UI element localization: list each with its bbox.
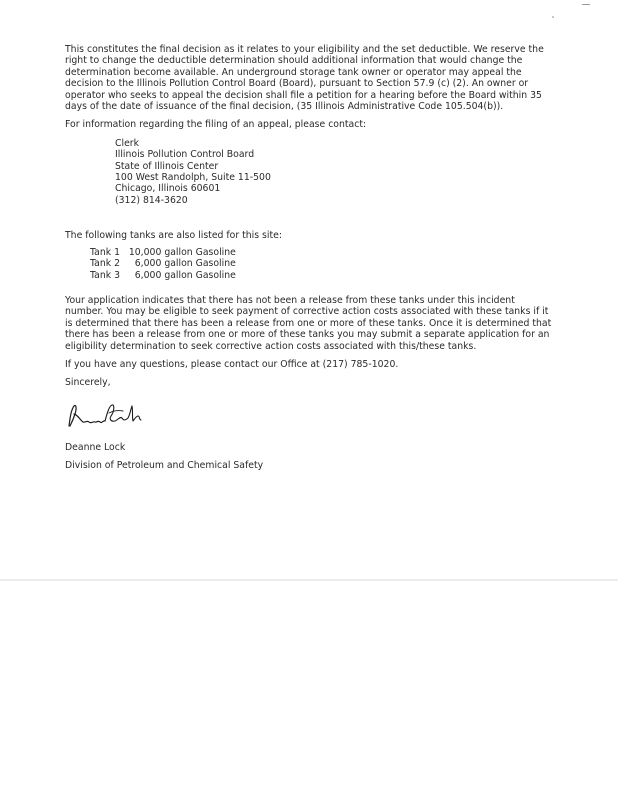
signer-name: Deanne Lock xyxy=(65,441,126,453)
letter-body xyxy=(65,44,555,479)
final-decision-paragraph: This constitutes the final decision as it relates to your eligibility and the set deductible. We reserve the right to change the deductible determination should additional information that would change the determination become available. An underground storage tank owner or operator may appeal the decision to the Illinois Pollution Control Board (Board), pursuant to Section 57.9 (c) (2). An owner or operator who seeks to appeal the decision shall file a petition for a hearing before the Board within 35 days of the date of issuance of the final decision, (35 Illinois Administrative Code 105.504(b)). xyxy=(65,44,544,113)
appeal-contact-intro: For information regarding the filing of an appeal, please contact: xyxy=(65,119,367,131)
scan-speck xyxy=(552,16,554,18)
scan-corner-mark xyxy=(582,4,590,5)
questions-paragraph: If you have any questions, please contact our Office at (217) 785-1020. xyxy=(65,358,399,370)
tank-item: Tank 1 10,000 gallon Gasoline xyxy=(90,246,236,258)
address-line: 100 West Randolph, Suite 11-500 xyxy=(115,172,271,184)
release-paragraph: Your application indicates that there has not been a release from these tanks under this incident number. You may be eligible to seek payment of corrective action costs associated with these tanks if it is determined that there has been a release from one or more of these tanks. Once it is determined that there has been a release from one or more of these tanks you may submit a separate application for an eligibility determination to seek corrective action costs associated with this/these tanks. xyxy=(65,294,552,352)
address-line: State of Illinois Center xyxy=(115,160,219,172)
section-spacer xyxy=(65,206,555,230)
tank-item: Tank 3 6,000 gallon Gasoline xyxy=(90,269,236,281)
signer-division: Division of Petroleum and Chemical Safety xyxy=(65,460,264,472)
tank-item: Tank 2 6,000 gallon Gasoline xyxy=(90,258,236,270)
section-spacer xyxy=(65,281,555,295)
address-line: Chicago, Illinois 60601 xyxy=(115,183,221,195)
page-divider xyxy=(0,579,618,581)
tanks-intro: The following tanks are also listed for this site: xyxy=(65,230,282,242)
signature-area xyxy=(65,396,555,434)
closing: Sincerely, xyxy=(65,377,111,389)
handwritten-signature xyxy=(65,396,145,434)
appeal-address-block xyxy=(115,138,555,206)
address-phone: (312) 814-3620 xyxy=(115,194,188,206)
tank-list xyxy=(90,247,555,281)
address-line: Illinois Pollution Control Board xyxy=(115,149,255,161)
address-line: Clerk xyxy=(115,137,140,149)
